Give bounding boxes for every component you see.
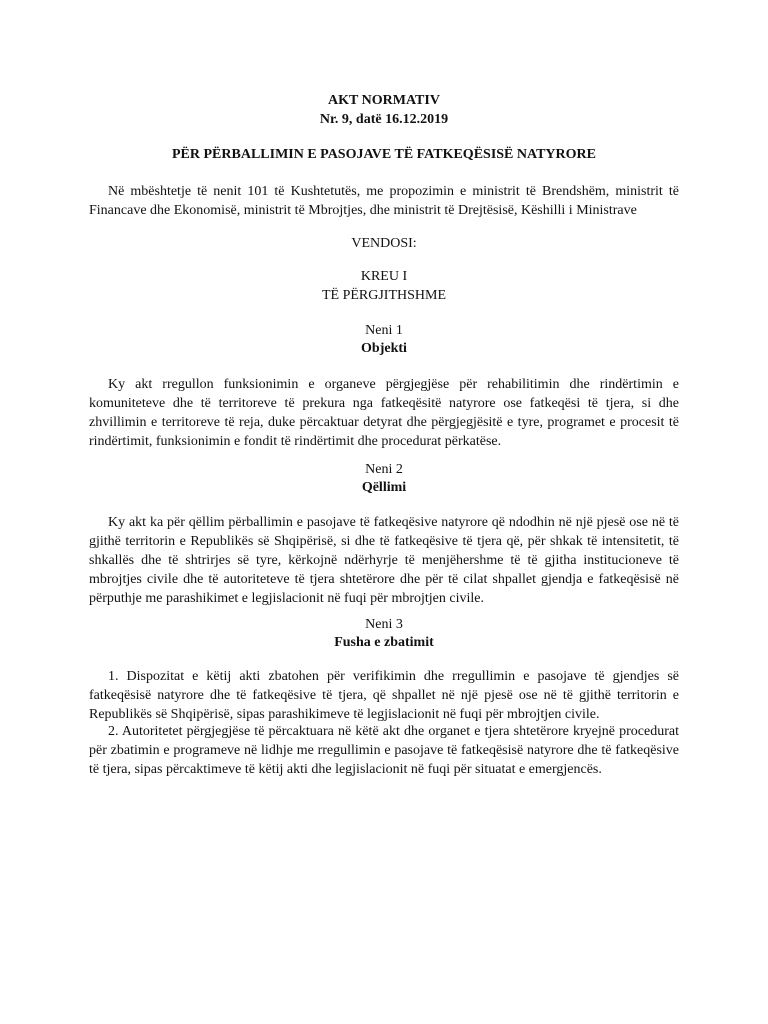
article-3-label: Neni 3 bbox=[365, 617, 403, 632]
article-3-item-1: 1. Dispozitat e këtij akti zbatohen për verifikimin dhe rregullimin e pasojave të gjendjes së fatkeqësisë natyrore dhe të fatkeqësive të tjera, që shpallet në një pjesë ose në të gjithë territorin e Republikës së Shqipërisë, sipas parashikimeve të legjislacionit në fuqi për mbrojtjen civile. bbox=[89, 669, 679, 722]
decides-heading: VENDOSI: bbox=[351, 236, 417, 251]
article-1-label: Neni 1 bbox=[365, 323, 403, 338]
document-title: AKT NORMATIV bbox=[328, 93, 440, 108]
article-2-title: Qëllimi bbox=[361, 480, 407, 495]
article-3-item-2: 2. Autoritetet përgjegjëse të përcaktuara në këtë akt dhe organet e tjera shtetërore kryejnë procedurat për zbatimin e programeve në lidhje me rregullimin e pasojave të fatkeqësisë natyrore dhe të fatkeqësive të tjera, sipas përcaktimeve të këtij akti dhe legjislacionit në fuqi për situatat e emergjencës. bbox=[89, 724, 679, 777]
chapter-title: TË PËRGJITHSHME bbox=[321, 288, 447, 303]
chapter-label: KREU I bbox=[360, 269, 408, 284]
article-1-title: Objekti bbox=[361, 341, 407, 356]
article-1-text: Ky akt rregullon funksionimin e organeve përgjegjëse për rehabilitimin dhe rindërtimin e komuniteteve dhe të territoreve të prekura nga fatkeqësitë natyrore ose fatkeqësi të tjera, si dhe zhvillimin e territoreve të reja, duke përcaktuar detyrat dhe përgjegjësitë e tyre, programet e procesit të rindërtimit, funksionimin e fondit të rindërtimit dhe procedurat përkatëse. bbox=[89, 377, 679, 449]
article-2-label: Neni 2 bbox=[365, 462, 403, 477]
document-subject: PËR PËRBALLIMIN E PASOJAVE TË FATKEQËSISË NATYRORE bbox=[172, 147, 596, 162]
article-2-text: Ky akt ka për qëllim përballimin e pasojave të fatkeqësive natyrore që ndodhin në një pjesë ose në të gjithë territorin e Republikës së Shqipërisë, si dhe të fatkeqësive të tjera që, për shkak të intensitetit, të shkallës dhe të shtrirjes së tyre, kërkojnë ndërhyrje të menjëhershme të të gjitha institucioneve të mbrojtjes civile dhe të autoriteteve të tjera shtetërore dhe për të cilat shpallet gjendja e fatkeqësisë në përputhje me parashikimet e legjislacionit në fuqi për mbrojtjen civile. bbox=[89, 515, 679, 606]
document-number: Nr. 9, datë 16.12.2019 bbox=[319, 112, 449, 127]
article-3-title: Fusha e zbatimit bbox=[334, 635, 434, 650]
preamble-paragraph: Në mbështetje të nenit 101 të Kushtetutës, me propozimin e ministrit të Brendshëm, ministrit të Financave dhe Ekonomisë, ministrit të Mbrojtjes, dhe ministrit të Drejtësisë, Këshilli i Ministrave bbox=[89, 184, 679, 218]
